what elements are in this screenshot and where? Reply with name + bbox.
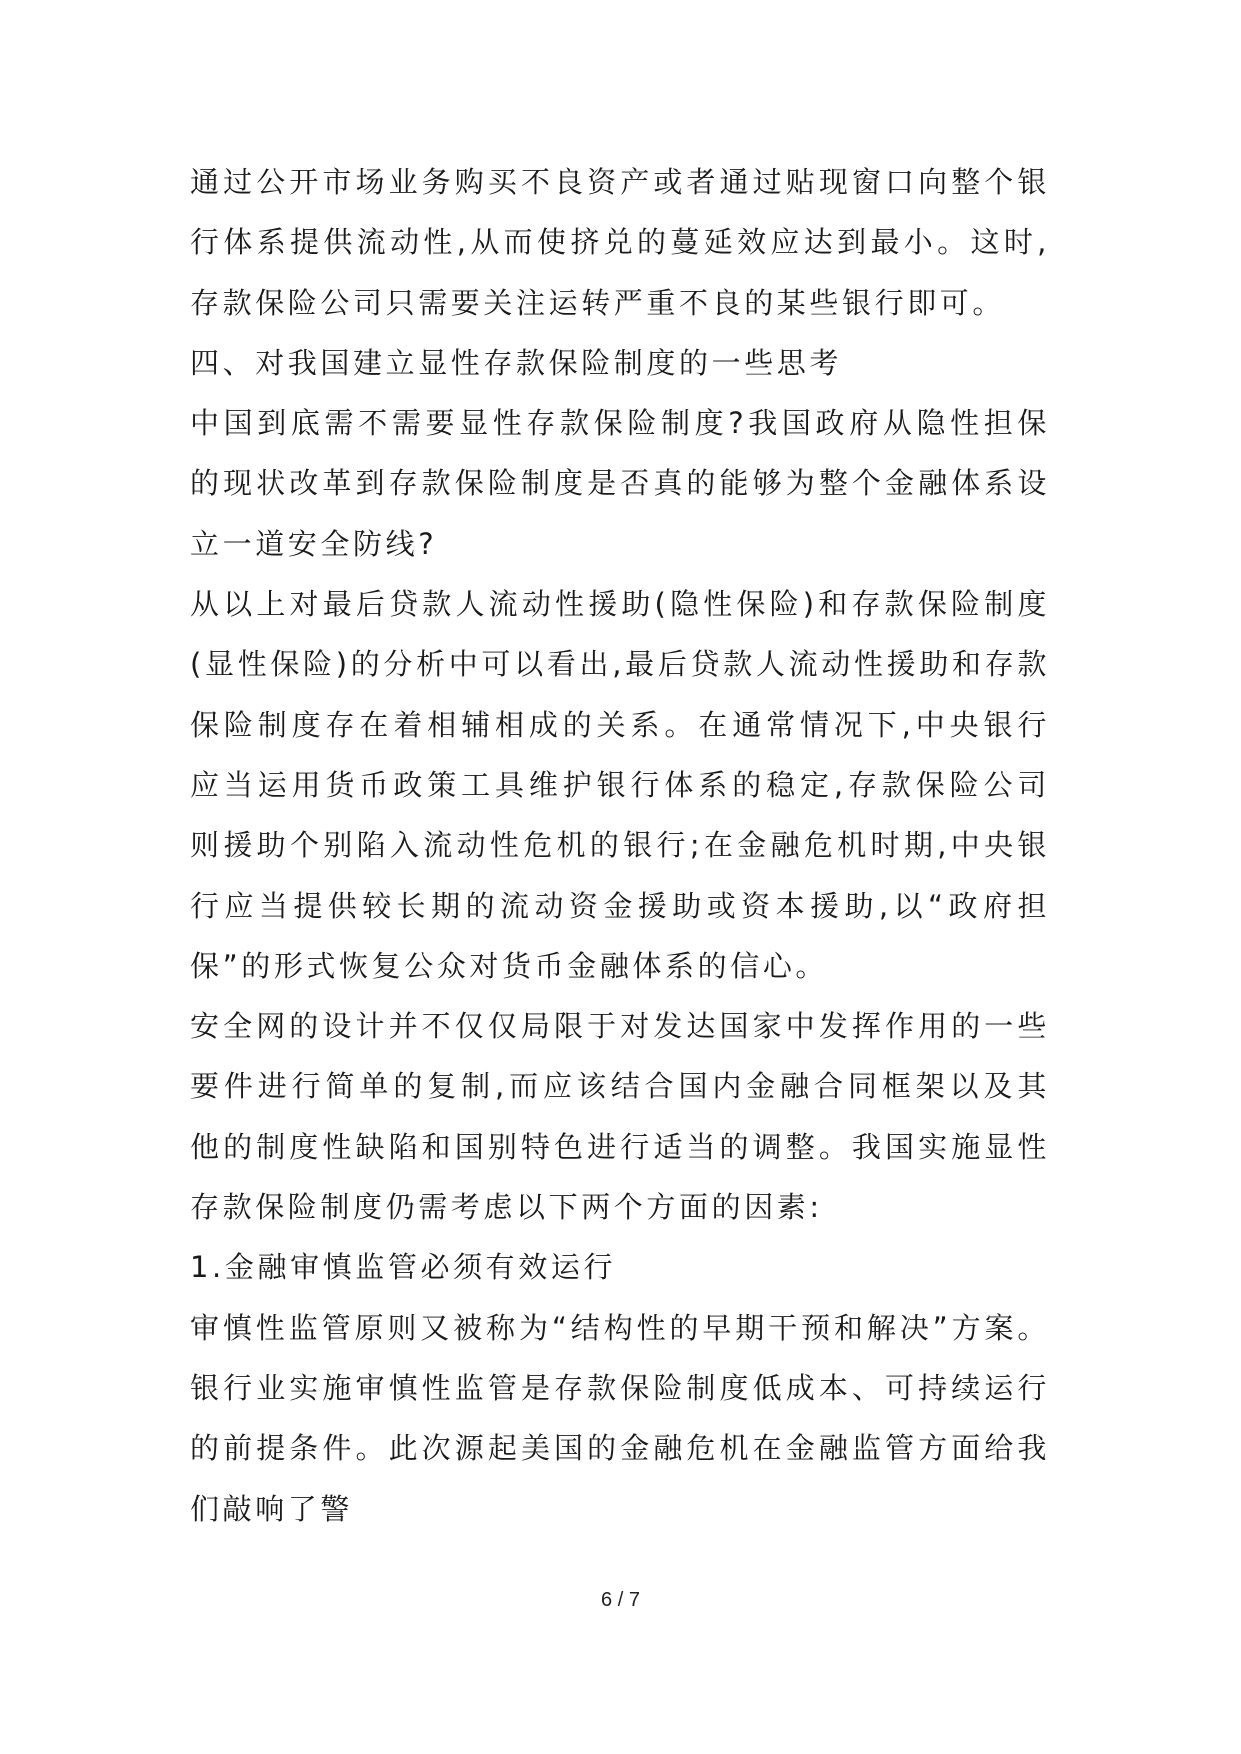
paragraph-analysis: 从以上对最后贷款人流动性援助(隐性保险)和存款保险制度(显性保险)的分析中可以看出,最后贷款人流动性援助和存款保险制度存在着相辅相成的关系。在通常情况下,中央银行应当运用货币政策工具维护银行体系的稳定,存款保险公司则援助个别陷入流动性危机的银行;在金融危机时期,中央银行应当提供较长期的流动资金援助或资本援助,以“政府担保”的形式恢复公众对货币金融体系的信心。 bbox=[190, 587, 1050, 983]
subsection-heading: 1.金融审慎监管必须有效运行 bbox=[190, 1250, 617, 1285]
section-heading: 四、对我国建立显性存款保险制度的一些思考 bbox=[190, 345, 843, 380]
paragraph-prudential-supervision: 审慎性监管原则又被称为“结构性的早期干预和解决”方案。银行业实施审慎性监管是存款保险制度低成本、可持续运行的前提条件。此次源起美国的金融危机在金融监管方面给我们敲响了警 bbox=[190, 1310, 1050, 1526]
paragraph-safety-net: 安全网的设计并不仅仅局限于对发达国家中发挥作用的一些要件进行简单的复制,而应该结合国内金融合同框架以及其他的制度性缺陷和国别特色进行适当的调整。我国实施显性存款保险制度仍需考虑以下两个方面的因素: bbox=[190, 1009, 1050, 1225]
paragraph-question: 中国到底需不需要显性存款保险制度?我国政府从隐性担保的现状改革到存款保险制度是否真的能够为整个金融体系设立一道安全防线? bbox=[190, 406, 1050, 561]
paragraph-continuation: 通过公开市场业务购买不良资产或者通过贴现窗口向整个银行体系提供流动性,从而使挤兑的蔓延效应达到最小。这时,存款保险公司只需要关注运转严重不良的某些银行即可。 bbox=[190, 165, 1050, 320]
document-body bbox=[190, 152, 1050, 1539]
page-number: 6 / 7 bbox=[601, 1589, 640, 1611]
